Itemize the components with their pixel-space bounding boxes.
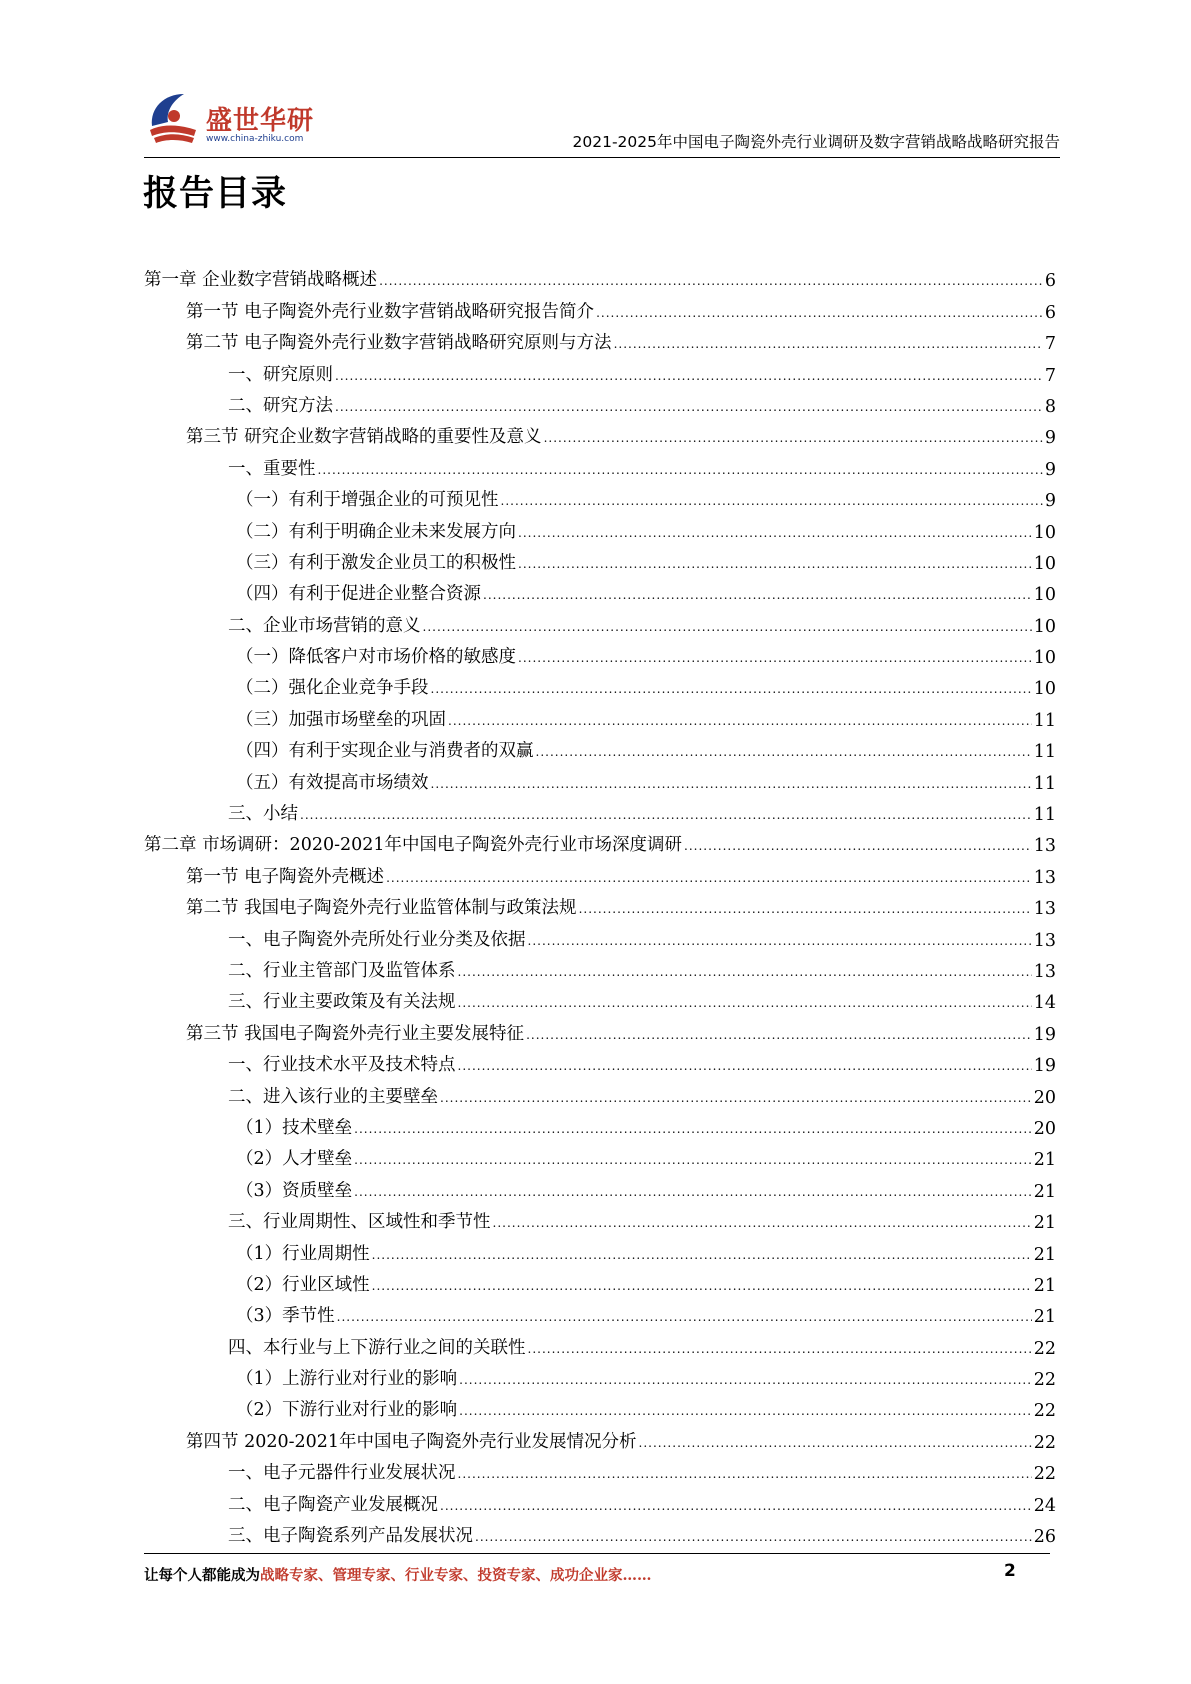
toc-entry-page: 21 [1033, 1244, 1056, 1265]
page-header [144, 78, 1060, 158]
toc-entry-label: （2）人才壁垒 [236, 1149, 353, 1170]
toc-entry[interactable] [144, 731, 1056, 762]
toc-leader-dots [684, 840, 1032, 856]
toc-entry-label: 三、小结 [228, 804, 298, 825]
toc-leader-dots [458, 1060, 1032, 1076]
toc-leader-dots [528, 935, 1032, 951]
toc-entry-page: 10 [1033, 679, 1056, 700]
toc-entry-page: 21 [1033, 1150, 1056, 1171]
toc-entry-page: 21 [1033, 1275, 1056, 1296]
logo-url: www.china-zhiku.com [206, 134, 304, 144]
toc-entry[interactable] [144, 951, 1056, 982]
toc-leader-dots [431, 683, 1032, 699]
toc-entry-label: 第四节 2020-2021年中国电子陶瓷外壳行业发展情况分析 [186, 1431, 637, 1452]
toc-entry-label: （四）有利于促进企业整合资源 [236, 584, 481, 605]
toc-entry[interactable] [144, 919, 1056, 950]
toc-entry[interactable] [144, 1233, 1056, 1264]
toc-entry-label: （四）有利于实现企业与消费者的双赢 [236, 741, 534, 762]
toc-leader-dots [459, 1405, 1032, 1421]
page-title: 报告目录 [143, 174, 288, 214]
toc-entry-label: 第一节 电子陶瓷外壳行业数字营销战略研究报告简介 [186, 301, 595, 322]
toc-entry-page: 13 [1033, 836, 1056, 857]
toc-entry[interactable] [144, 1076, 1056, 1107]
toc-entry-label: （二）强化企业竞争手段 [236, 678, 429, 699]
toc-entry[interactable] [144, 323, 1056, 354]
toc-leader-dots [518, 527, 1032, 543]
footer-slogan-roles: 战略专家、管理专家、行业专家、投资专家、成功企业家…… [260, 1567, 652, 1584]
toc-entry-page: 10 [1033, 585, 1056, 606]
toc-entry-page: 11 [1033, 773, 1056, 794]
toc-entry[interactable] [144, 1013, 1056, 1044]
toc-entry[interactable] [144, 856, 1056, 887]
toc-leader-dots [335, 370, 1043, 386]
toc-entry[interactable] [144, 1108, 1056, 1139]
toc-leader-dots [536, 746, 1032, 762]
toc-entry-page: 10 [1033, 616, 1056, 637]
toc-leader-dots [354, 1186, 1032, 1202]
toc-entry-page: 20 [1033, 1118, 1056, 1139]
toc-entry[interactable] [144, 354, 1056, 385]
toc-entry-page: 13 [1033, 899, 1056, 920]
toc-entry[interactable] [144, 386, 1056, 417]
toc-entry-label: 一、行业技术水平及技术特点 [228, 1055, 456, 1076]
toc-leader-dots [458, 1468, 1032, 1484]
toc-leader-dots [440, 1092, 1032, 1108]
toc-entry-label: （二）有利于明确企业未来发展方向 [236, 521, 516, 542]
toc-leader-dots [354, 1154, 1032, 1170]
toc-entry[interactable] [144, 1327, 1056, 1358]
toc-entry[interactable] [144, 448, 1056, 479]
toc-leader-dots [372, 1280, 1032, 1296]
toc-entry-page: 9 [1044, 491, 1056, 512]
toc-entry[interactable] [144, 417, 1056, 448]
toc-entry-page: 22 [1033, 1432, 1056, 1453]
toc-entry-label: 一、研究原则 [228, 364, 333, 385]
toc-entry[interactable] [144, 825, 1056, 856]
toc-leader-dots [596, 307, 1043, 323]
page-number: 2 [1004, 1561, 1016, 1581]
toc-entry-label: （五）有效提高市场绩效 [236, 772, 429, 793]
footer-divider [144, 1553, 1050, 1554]
toc-entry-page: 21 [1033, 1307, 1056, 1328]
toc-entry[interactable] [144, 1139, 1056, 1170]
toc-entry-label: 第一节 电子陶瓷外壳概述 [186, 866, 385, 887]
toc-leader-dots [526, 1029, 1032, 1045]
toc-leader-dots [458, 966, 1032, 982]
toc-entry-page: 7 [1044, 365, 1056, 386]
toc-entry-page: 8 [1044, 396, 1056, 417]
toc-entry-label: 一、重要性 [228, 458, 316, 479]
toc-entry[interactable] [144, 260, 1056, 291]
toc-leader-dots [440, 1500, 1032, 1516]
toc-entry-label: 一、电子陶瓷外壳所处行业分类及依据 [228, 929, 526, 950]
toc-entry-label: （2）行业区域性 [236, 1274, 370, 1295]
toc-entry-page: 20 [1033, 1087, 1056, 1108]
toc-entry-label: （1）上游行业对行业的影响 [236, 1369, 458, 1390]
toc-leader-dots [475, 1531, 1032, 1547]
toc-leader-dots [386, 872, 1032, 888]
toc-entry-page: 10 [1033, 648, 1056, 669]
toc-leader-dots [639, 1437, 1032, 1453]
toc-entry-page: 24 [1033, 1495, 1056, 1516]
toc-entry[interactable] [144, 1202, 1056, 1233]
toc-leader-dots [448, 715, 1032, 731]
toc-leader-dots [379, 275, 1043, 291]
toc-entry[interactable] [144, 1265, 1056, 1296]
toc-entry[interactable] [144, 605, 1056, 636]
logo-emblem-icon [144, 86, 206, 148]
toc-entry-page: 11 [1033, 805, 1056, 826]
toc-leader-dots [579, 903, 1032, 919]
toc-entry-page: 6 [1044, 271, 1056, 292]
toc-entry[interactable] [144, 668, 1056, 699]
toc-leader-dots [423, 621, 1032, 637]
toc-entry-label: 第三节 我国电子陶瓷外壳行业主要发展特征 [186, 1023, 525, 1044]
toc-entry-page: 21 [1033, 1213, 1056, 1234]
toc-leader-dots [458, 997, 1032, 1013]
toc-entry-page: 22 [1033, 1338, 1056, 1359]
toc-leader-dots [493, 1217, 1032, 1233]
toc-entry[interactable] [144, 1359, 1056, 1390]
toc-entry-page: 6 [1044, 302, 1056, 323]
toc-entry[interactable] [144, 1516, 1056, 1547]
toc-leader-dots [501, 495, 1043, 511]
toc-entry-label: （3）资质壁垒 [236, 1180, 353, 1201]
toc-entry[interactable] [144, 1296, 1056, 1327]
toc-entry-page: 22 [1033, 1464, 1056, 1485]
toc-entry-label: 二、研究方法 [228, 395, 333, 416]
toc-entry-label: 三、行业周期性、区域性和季节性 [228, 1212, 491, 1233]
toc-entry[interactable] [144, 762, 1056, 793]
toc-leader-dots [318, 464, 1043, 480]
toc-leader-dots [335, 401, 1043, 417]
toc-entry-label: （三）加强市场壁垒的巩固 [236, 709, 446, 730]
toc-entry-page: 13 [1033, 930, 1056, 951]
toc-entry-page: 9 [1044, 428, 1056, 449]
toc-entry[interactable] [144, 1045, 1056, 1076]
toc-entry[interactable] [144, 888, 1056, 919]
toc-entry-page: 13 [1033, 961, 1056, 982]
toc-entry-page: 10 [1033, 522, 1056, 543]
toc-entry[interactable] [144, 637, 1056, 668]
toc-leader-dots [528, 1343, 1032, 1359]
toc-entry-label: 第三节 研究企业数字营销战略的重要性及意义 [186, 427, 542, 448]
toc-entry-label: 第二节 电子陶瓷外壳行业数字营销战略研究原则与方法 [186, 333, 612, 354]
header-divider [144, 157, 1060, 158]
toc-entry-page: 22 [1033, 1401, 1056, 1422]
toc-leader-dots [614, 338, 1043, 354]
table-of-contents [144, 260, 1056, 1547]
toc-entry[interactable] [144, 794, 1056, 825]
toc-entry-label: （2）下游行业对行业的影响 [236, 1400, 458, 1421]
toc-entry-page: 19 [1033, 1056, 1056, 1077]
toc-leader-dots [431, 778, 1032, 794]
toc-entry-label: （三）有利于激发企业员工的积极性 [236, 552, 516, 573]
toc-entry-label: 第二节 我国电子陶瓷外壳行业监管体制与政策法规 [186, 898, 577, 919]
toc-entry-page: 10 [1033, 553, 1056, 574]
toc-entry-page: 13 [1033, 867, 1056, 888]
toc-entry[interactable] [144, 574, 1056, 605]
toc-entry[interactable] [144, 1484, 1056, 1515]
toc-entry[interactable] [144, 543, 1056, 574]
toc-entry-label: （1）行业周期性 [236, 1243, 370, 1264]
toc-entry-page: 22 [1033, 1370, 1056, 1391]
toc-entry-label: 二、企业市场营销的意义 [228, 615, 421, 636]
toc-entry[interactable] [144, 511, 1056, 542]
toc-entry-label: （1）技术壁垒 [236, 1117, 353, 1138]
toc-entry[interactable] [144, 1170, 1056, 1201]
toc-entry-label: 二、电子陶瓷产业发展概况 [228, 1494, 438, 1515]
toc-entry-label: 第一章 企业数字营销战略概述 [144, 270, 378, 291]
toc-entry-page: 11 [1033, 742, 1056, 763]
footer-slogan-lead: 让每个人都能成为 [144, 1567, 260, 1584]
toc-entry[interactable] [144, 699, 1056, 730]
toc-leader-dots [337, 1311, 1032, 1327]
toc-entry[interactable] [144, 291, 1056, 322]
toc-entry-page: 11 [1033, 710, 1056, 731]
toc-leader-dots [518, 558, 1032, 574]
toc-entry[interactable] [144, 1453, 1056, 1484]
toc-entry-page: 19 [1033, 1024, 1056, 1045]
toc-entry-label: （一）降低客户对市场价格的敏感度 [236, 647, 516, 668]
toc-entry-label: 三、电子陶瓷系列产品发展状况 [228, 1526, 473, 1547]
toc-entry[interactable] [144, 1421, 1056, 1452]
toc-entry-label: 二、进入该行业的主要壁垒 [228, 1086, 438, 1107]
document-title: 2021-2025年中国电子陶瓷外壳行业调研及数字营销战略战略研究报告 [572, 133, 1060, 151]
toc-leader-dots [372, 1249, 1032, 1265]
toc-entry-page: 14 [1033, 993, 1056, 1014]
toc-entry-page: 26 [1033, 1527, 1056, 1548]
toc-entry-label: 二、行业主管部门及监管体系 [228, 960, 456, 981]
toc-entry-label: 四、本行业与上下游行业之间的关联性 [228, 1337, 526, 1358]
toc-entry-page: 9 [1044, 459, 1056, 480]
logo-name: 盛世华研 [206, 106, 315, 136]
toc-entry-page: 21 [1033, 1181, 1056, 1202]
toc-entry[interactable] [144, 480, 1056, 511]
company-logo [144, 86, 314, 152]
toc-entry-label: （3）季节性 [236, 1306, 335, 1327]
toc-entry-label: 第二章 市场调研：2020-2021年中国电子陶瓷外壳行业市场深度调研 [144, 835, 683, 856]
toc-entry-label: （一）有利于增强企业的可预见性 [236, 490, 499, 511]
toc-leader-dots [518, 652, 1032, 668]
toc-leader-dots [459, 1374, 1032, 1390]
toc-leader-dots [544, 432, 1043, 448]
toc-leader-dots [300, 809, 1032, 825]
toc-entry-page: 7 [1044, 334, 1056, 355]
toc-leader-dots [354, 1123, 1032, 1139]
toc-entry[interactable] [144, 1390, 1056, 1421]
toc-entry-label: 一、电子元器件行业发展状况 [228, 1463, 456, 1484]
toc-entry-label: 三、行业主要政策及有关法规 [228, 992, 456, 1013]
toc-entry[interactable] [144, 982, 1056, 1013]
footer-slogan [144, 1564, 652, 1585]
toc-leader-dots [483, 589, 1032, 605]
